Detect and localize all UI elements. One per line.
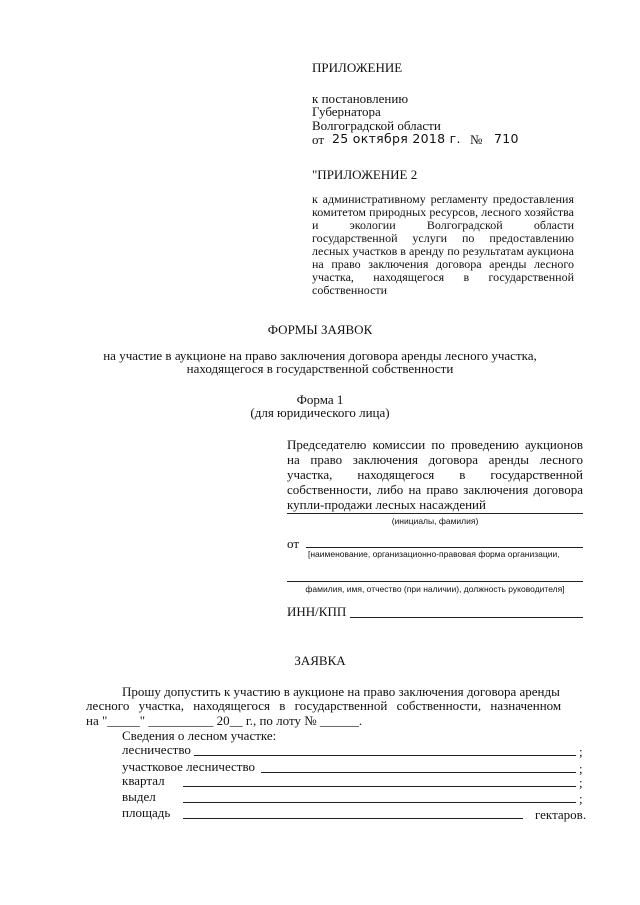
field-end-district-forestry: ; bbox=[579, 761, 583, 776]
field-line-quarter bbox=[183, 786, 576, 787]
forms-subtitle-line-1: на участие в аукционе на право заключения договора аренды лесного участка, bbox=[103, 348, 537, 363]
field-line-allotment bbox=[183, 802, 576, 803]
resolution-number: 710 bbox=[494, 131, 519, 146]
from-label: от bbox=[287, 536, 300, 551]
application-body-line-1: Прошу допустить к участию в аукционе на право заключения договора аренды bbox=[122, 684, 560, 699]
field-end-quarter: ; bbox=[579, 775, 583, 790]
appendix-title: ПРИЛОЖЕНИЕ bbox=[312, 60, 403, 75]
head-caption: фамилия, имя, отчество (при наличии), должность руководителя] bbox=[305, 584, 565, 594]
date-prefix: от bbox=[312, 132, 325, 147]
field-end-forestry: ; bbox=[579, 744, 583, 759]
resolution-line-2: Губернатора bbox=[312, 104, 381, 119]
forms-subtitle-line-2: находящегося в государственной собственности bbox=[186, 361, 454, 376]
field-label-quarter: квартал bbox=[122, 773, 165, 788]
head-line bbox=[287, 581, 583, 582]
application-title: ЗАЯВКА bbox=[294, 653, 346, 668]
resolution-line-3: Волгоградской области bbox=[312, 118, 441, 133]
inn-label: ИНН/КПП bbox=[287, 604, 347, 619]
form-number: Форма 1 bbox=[296, 392, 344, 407]
form-for: (для юридического лица) bbox=[250, 405, 390, 420]
field-line-forestry bbox=[194, 755, 576, 756]
field-label-forestry: лесничество bbox=[122, 742, 191, 757]
initials-line bbox=[287, 513, 583, 514]
section-title: Сведения о лесном участке: bbox=[122, 728, 277, 743]
application-body-line-3: на "_____" __________ 20__ г., по лоту № ______. bbox=[86, 713, 363, 728]
field-label-area: площадь bbox=[122, 805, 171, 820]
field-end-area: гектаров. bbox=[535, 807, 587, 822]
application-body-line-2: лесного участка, находящегося в государственной собственности, назначенном bbox=[86, 698, 562, 713]
appendix2-text: к административному регламенту предоставления комитетом природных ресурсов, лесного хозяйства и экологии Волгоградской области государственной услуги по предоставлению лесных участков в аренду по результатам аукциона на право заключения договора аренды лесного участка, находящегося в государственной собственности bbox=[312, 192, 574, 297]
field-label-district-forestry: участковое лесничество bbox=[122, 759, 256, 774]
resolution-date: 25 октября 2018 г. bbox=[332, 131, 461, 146]
field-label-allotment: выдел bbox=[122, 789, 156, 804]
addressee-text: Председателю комиссии по проведению аукционов на право заключения договора аренды лесного участка, находящегося в государственной собственности, либо на право заключения договора купли-продажи лесных насаждений bbox=[287, 437, 583, 512]
initials-caption: (инициалы, фамилия) bbox=[391, 516, 479, 526]
organization-caption: [наименование, организационно-правовая форма организации, bbox=[308, 549, 560, 559]
number-sign: № bbox=[470, 132, 483, 147]
organization-line bbox=[306, 547, 583, 548]
forms-title: ФОРМЫ ЗАЯВОК bbox=[267, 322, 373, 337]
resolution-line-1: к постановлению bbox=[312, 91, 409, 106]
inn-line bbox=[350, 617, 583, 618]
field-line-area bbox=[183, 818, 523, 819]
field-end-allotment: ; bbox=[579, 791, 583, 806]
appendix2-title: "ПРИЛОЖЕНИЕ 2 bbox=[312, 167, 418, 182]
field-line-district-forestry bbox=[261, 772, 576, 773]
